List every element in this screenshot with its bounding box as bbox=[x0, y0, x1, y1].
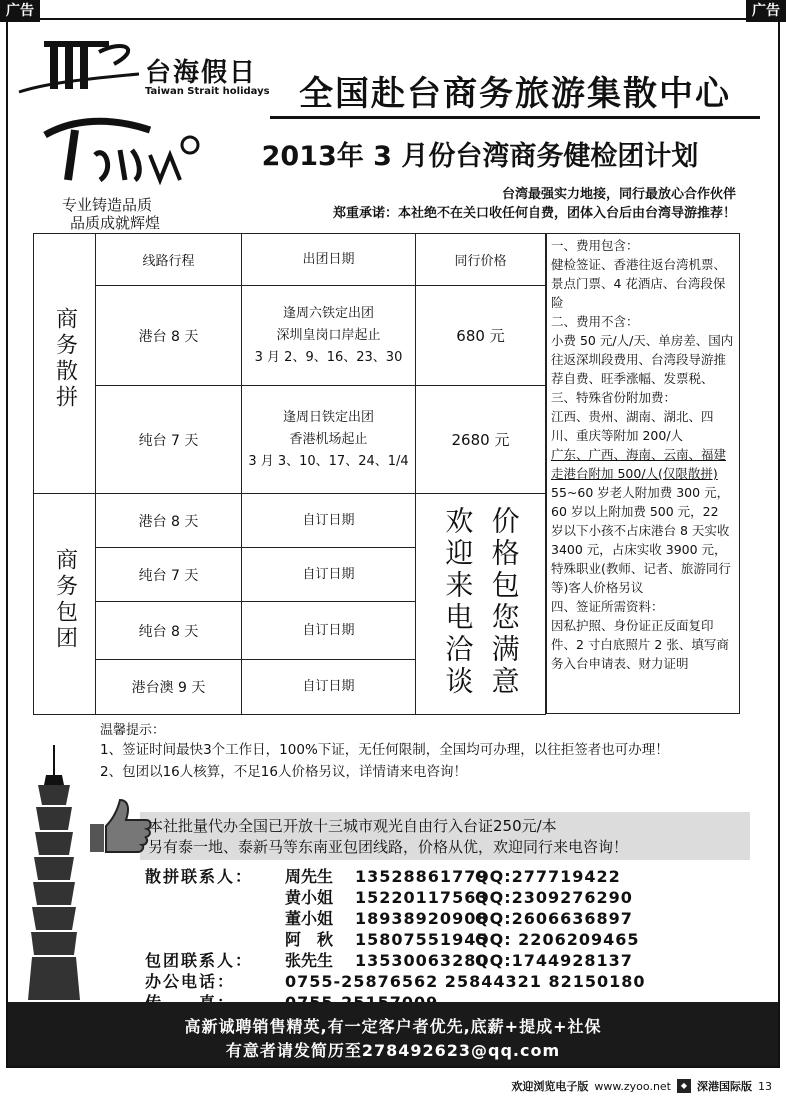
date-cell bbox=[242, 286, 416, 386]
header-route: 线路行程 bbox=[96, 234, 242, 286]
price-cell: 2680 元 bbox=[416, 386, 546, 494]
contact-label bbox=[145, 908, 285, 929]
page-number: 13 bbox=[758, 1079, 772, 1093]
edition-logo-icon: ◆ bbox=[677, 1079, 691, 1093]
note-line: 二、费用不含： bbox=[551, 314, 639, 329]
contact-name: 周先生 bbox=[285, 867, 334, 886]
contact-label bbox=[145, 887, 285, 908]
brand-name-cn: 台海假日 bbox=[145, 58, 258, 88]
route-cell: 纯台 7 天 bbox=[96, 548, 242, 602]
taipei-101-tower-icon bbox=[14, 745, 94, 1000]
contact-qq: QQ:2309276290 bbox=[475, 888, 633, 907]
contact-label: 散拼联系人： bbox=[145, 867, 254, 886]
date-line: 3 月 2、9、16、23、30 bbox=[254, 349, 403, 365]
note-line: 55~60 岁老人附加费 300 元，60 岁以上附加费 500 元，22 岁以下小孩不占床港台 8 天实收 3400 元，占床实收 3900 元，特殊职业(教师、记者、旅游同行等)客人价格另议 bbox=[551, 485, 731, 595]
taiwan-calligraphy-logo-icon bbox=[40, 110, 200, 190]
contact-name: 黄小姐 bbox=[285, 888, 334, 907]
route-cell: 纯台 8 天 bbox=[96, 602, 242, 660]
table-row bbox=[34, 494, 546, 548]
note-line: 广东、广西、海南、云南、福建走港台附加 500/人(仅限散拼) bbox=[551, 447, 727, 481]
office-phone-row bbox=[145, 971, 646, 992]
contact-phone: 13528861779 bbox=[355, 867, 489, 886]
page-footer bbox=[511, 1078, 772, 1094]
route-cell: 港台澳 9 天 bbox=[96, 660, 242, 715]
title-divider bbox=[270, 116, 760, 119]
route-cell: 纯台 7 天 bbox=[96, 386, 242, 494]
recruit-line: 高新诚聘销售精英,有一定客户者优先,底薪+提成+社保 bbox=[184, 1017, 602, 1036]
office-label: 办公电话： bbox=[145, 972, 236, 991]
recruit-banner bbox=[8, 1002, 778, 1066]
tip-line: 1、签证时间最快3个工作日，100%下证，无任何限制，全国均可办理，以往拒签者也可办理！ bbox=[100, 742, 669, 758]
promo-line: 本社批量代办全国已开放十三城市观光自由行入台证250元/本 bbox=[148, 817, 557, 835]
fee-notes-panel bbox=[546, 233, 740, 714]
contact-row bbox=[145, 950, 646, 971]
contact-row bbox=[145, 866, 646, 887]
main-title: 全国赴台商务旅游集散中心 bbox=[299, 74, 731, 114]
contact-qq: QQ:2606636897 bbox=[475, 909, 633, 928]
note-line: 健检签证、香港往返台湾机票、景点门票、4 花酒店、台湾段保险 bbox=[551, 257, 727, 310]
thumbs-up-icon bbox=[84, 796, 154, 856]
date-cell bbox=[242, 386, 416, 494]
promo-line: 另有泰一地、泰新马等东南亚包团线路，价格从优，欢迎同行来电咨询！ bbox=[148, 838, 629, 856]
price-promise-text: 价格包您满意 bbox=[487, 506, 521, 698]
office-phone-value: 0755-25876562 25844321 82150180 bbox=[285, 972, 646, 991]
contact-label bbox=[145, 929, 285, 950]
category-baotuan: 商务包团 bbox=[34, 494, 96, 715]
contact-row bbox=[145, 929, 646, 950]
note-line: 因私护照、身份证正反面复印件、2 寸白底照片 2 张、填写商务入台申请表、财力证明 bbox=[551, 618, 729, 671]
welcome-text: 欢迎来电洽谈 bbox=[441, 506, 475, 698]
slogan-line1: 专业铸造品质 bbox=[62, 196, 153, 214]
footer-edition: 深港国际版 bbox=[697, 1080, 752, 1093]
contact-phone: 15220117563 bbox=[355, 888, 489, 907]
tips-heading: 温馨提示： bbox=[100, 723, 166, 738]
note-line: 小费 50 元/人/天、单房差、国内往返深圳段费用、台湾段导游推荐自费、旺季涨幅、发票税、 bbox=[551, 333, 734, 386]
tip-line: 2、包团以16人核算，不足16人价格另议，详情请来电咨询！ bbox=[100, 764, 467, 780]
header-date: 出团日期 bbox=[242, 234, 416, 286]
date-line: 逢周六铁定出团 bbox=[282, 305, 374, 321]
tagline-line2: 郑重承诺：本社绝不在关口收任何自费，团体入台后由台湾导游推荐！ bbox=[332, 206, 736, 221]
brand-logo-icon bbox=[14, 34, 144, 100]
route-cell: 港台 8 天 bbox=[96, 286, 242, 386]
route-cell: 港台 8 天 bbox=[96, 494, 242, 548]
tagline-line1: 台湾最强实力地接，同行最放心合作伙伴 bbox=[501, 187, 736, 202]
date-cell: 自订日期 bbox=[242, 660, 416, 715]
footer-text: 欢迎浏览电子版 bbox=[511, 1080, 589, 1093]
contacts-block bbox=[145, 866, 646, 1013]
contact-label: 包团联系人： bbox=[145, 951, 254, 970]
ad-label-left: 广告 bbox=[0, 0, 40, 22]
plan-title: 2013年 3 月份台湾商务健检团计划 bbox=[261, 141, 699, 172]
contact-row bbox=[145, 887, 646, 908]
date-line: 深圳皇岗口岸起止 bbox=[276, 327, 381, 343]
ad-label-right: 广告 bbox=[746, 0, 786, 22]
welcome-cell bbox=[416, 494, 546, 715]
category-sanpin: 商务散拼 bbox=[34, 234, 96, 494]
recruit-line: 有意者请发简历至278492623@qq.com bbox=[225, 1041, 561, 1060]
date-cell: 自订日期 bbox=[242, 494, 416, 548]
date-cell: 自订日期 bbox=[242, 548, 416, 602]
header-price: 同行价格 bbox=[416, 234, 546, 286]
contact-name: 阿 秋 bbox=[285, 930, 334, 949]
slogan-line2: 品质成就辉煌 bbox=[70, 214, 161, 232]
contact-qq: QQ: 2206209465 bbox=[475, 930, 640, 949]
contact-row bbox=[145, 908, 646, 929]
date-line: 3 月 3、10、17、24、1/4 bbox=[248, 453, 409, 469]
note-line: 三、特殊省份附加费： bbox=[551, 390, 677, 405]
table-row bbox=[34, 286, 546, 386]
contact-name: 张先生 bbox=[285, 951, 334, 970]
contact-phone: 13530063280 bbox=[355, 951, 489, 970]
date-line: 香港机场起止 bbox=[289, 431, 368, 447]
contact-qq: QQ:1744928137 bbox=[475, 951, 633, 970]
price-cell: 680 元 bbox=[416, 286, 546, 386]
note-line: 四、签证所需资料： bbox=[551, 599, 664, 614]
contact-name: 董小姐 bbox=[285, 909, 334, 928]
note-line: 江西、贵州、湖南、湖北、四川、重庆等附加 200/人 bbox=[551, 409, 714, 443]
table-row bbox=[34, 386, 546, 494]
contact-phone: 18938920908 bbox=[355, 909, 489, 928]
contact-phone: 15807551945 bbox=[355, 930, 489, 949]
contact-qq: QQ:277719422 bbox=[475, 867, 621, 886]
date-line: 逢周日铁定出团 bbox=[282, 409, 374, 425]
note-line: 一、费用包含： bbox=[551, 238, 639, 253]
date-cell: 自订日期 bbox=[242, 602, 416, 660]
tour-plan-table bbox=[33, 233, 546, 715]
footer-url[interactable]: www.zyoo.net bbox=[594, 1079, 671, 1093]
brand-name-en: Taiwan Strait holidays bbox=[145, 86, 270, 97]
